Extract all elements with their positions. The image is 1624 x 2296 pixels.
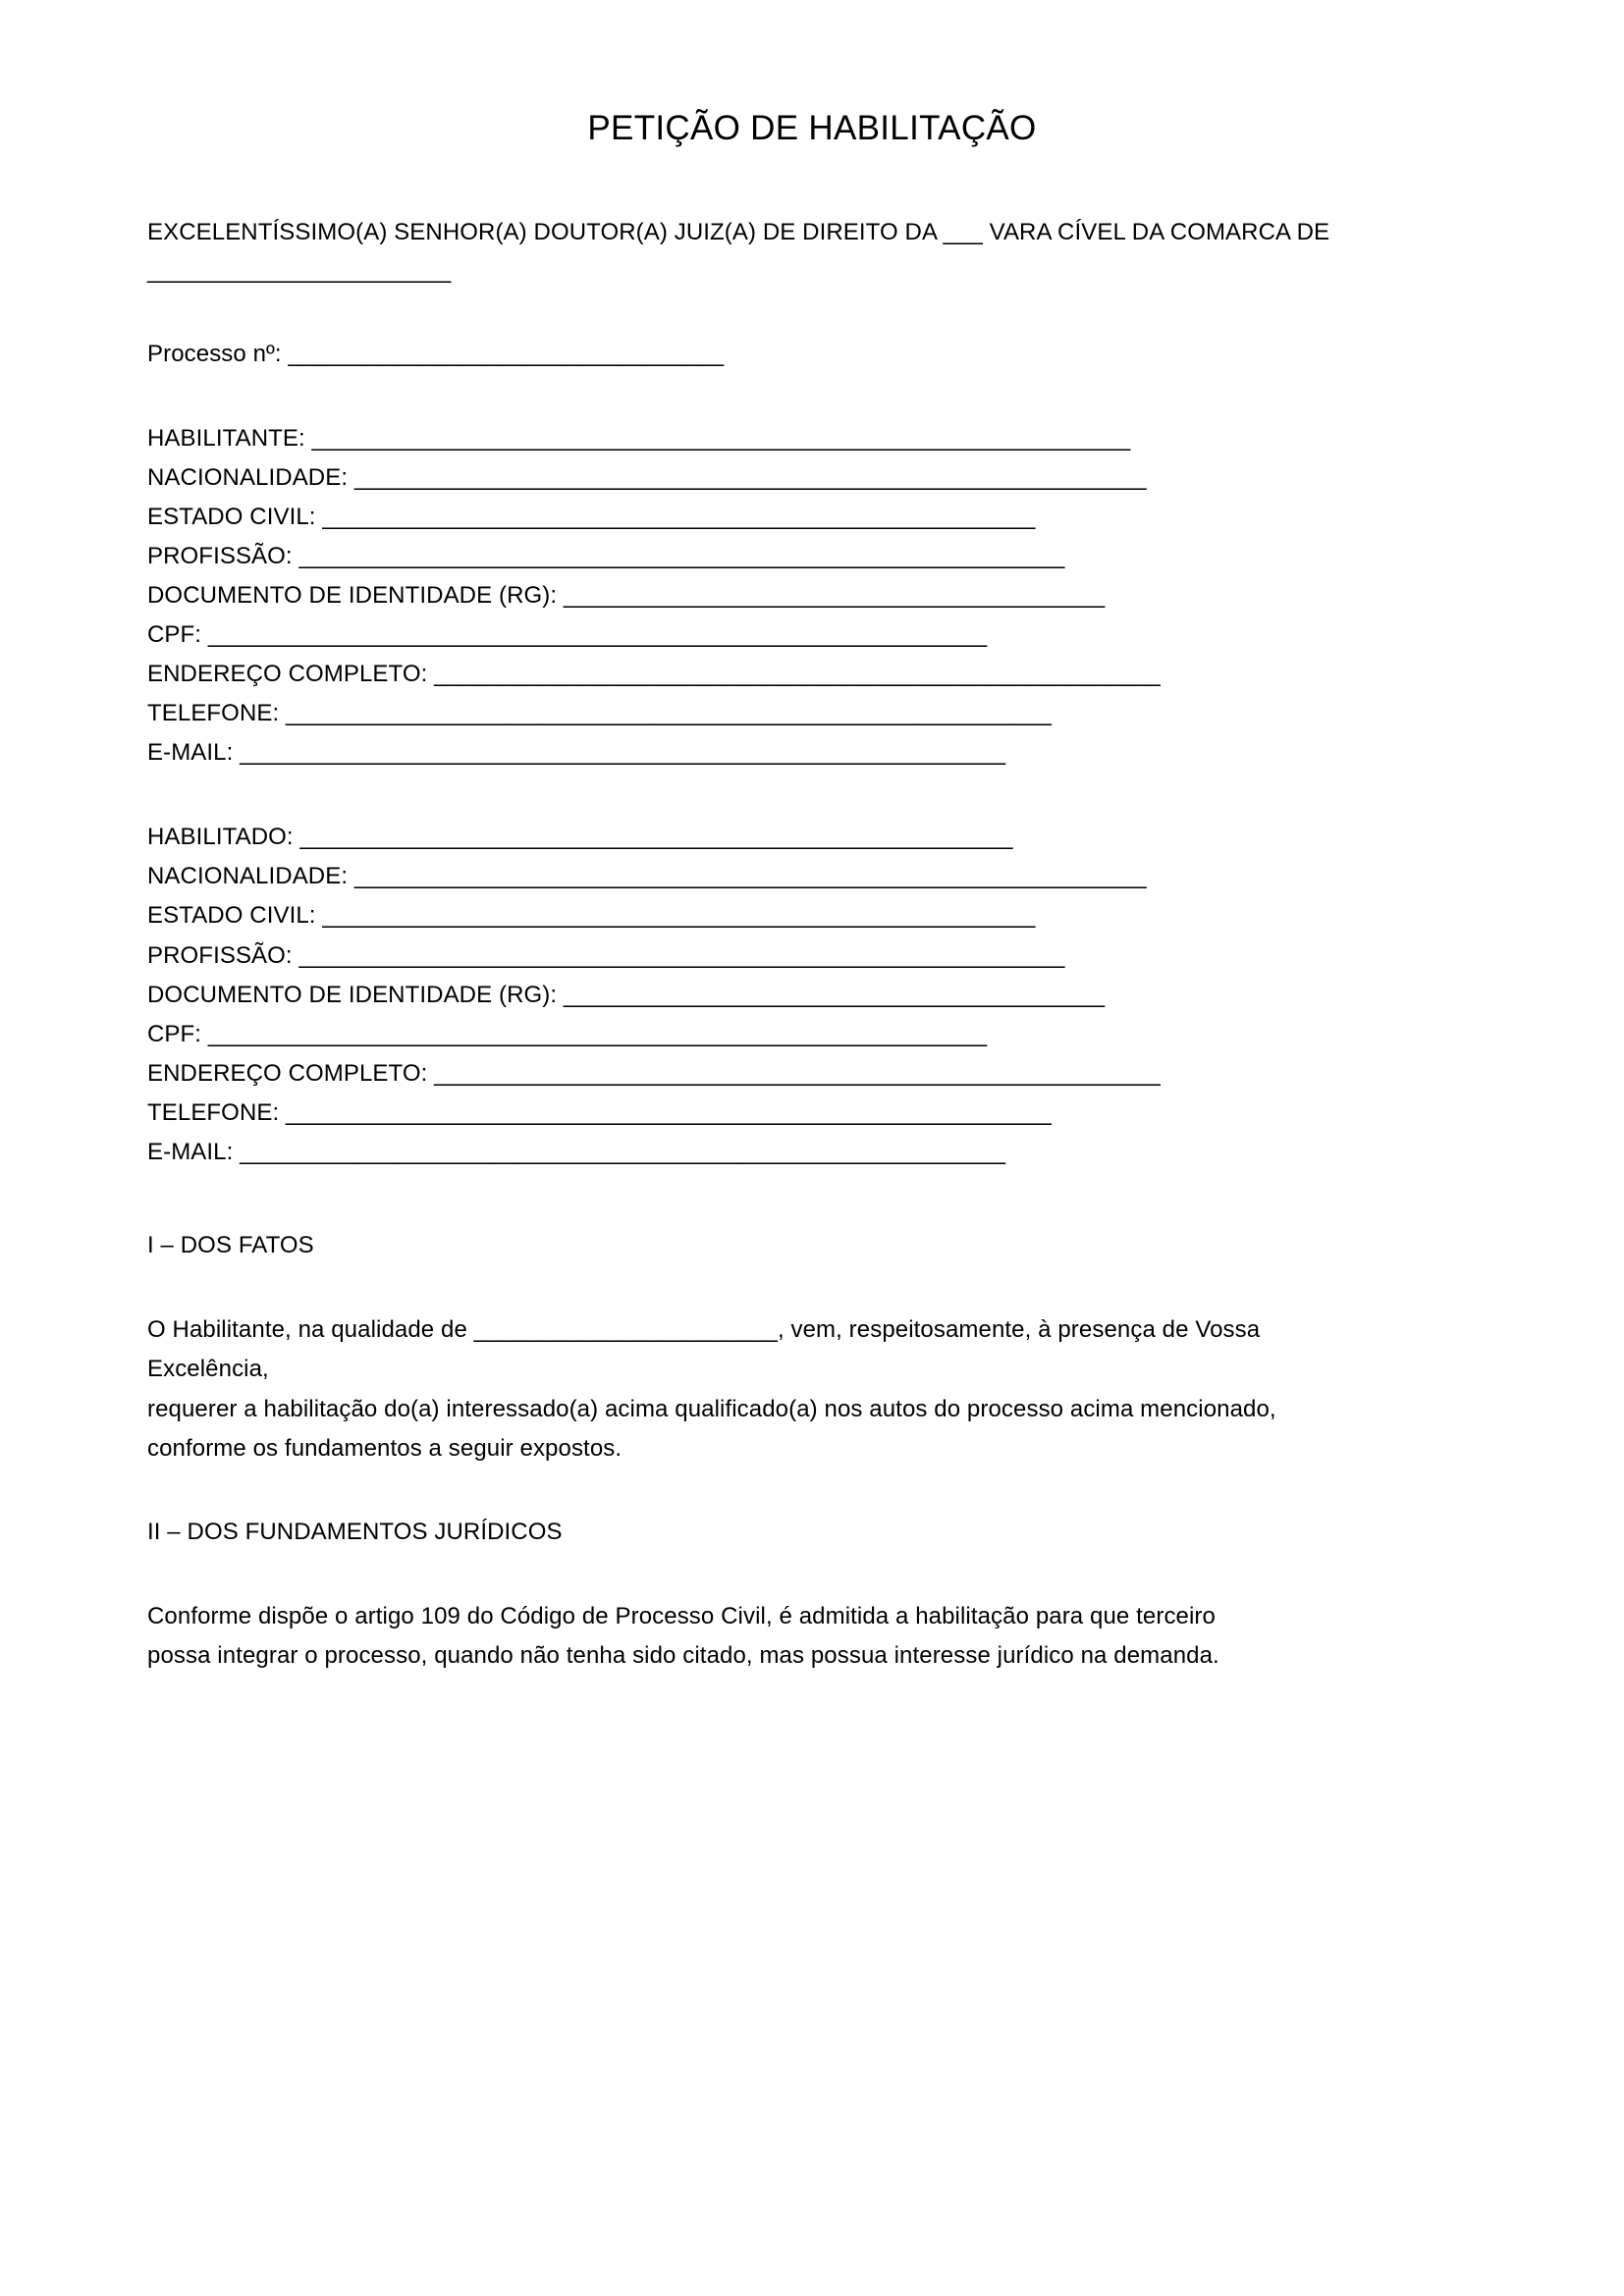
section-fundamentos-body	[147, 1597, 1477, 1677]
field-documento-identidade: DOCUMENTO DE IDENTIDADE (RG): _________________________________________	[147, 581, 1106, 609]
process-number-line: Processo nº: _________________________________	[147, 340, 725, 367]
field-estado-civil: ESTADO CIVIL: ______________________________________________________	[147, 902, 1036, 930]
spacer	[147, 1552, 1477, 1597]
field-documento-identidade: DOCUMENTO DE IDENTIDADE (RG): _________________________________________	[147, 981, 1106, 1008]
field-nacionalidade: NACIONALIDADE: ____________________________________________________________	[147, 463, 1147, 491]
section-heading-fundamentos: II – DOS FUNDAMENTOS JURÍDICOS	[147, 1519, 563, 1546]
fatos-line-1: O Habilitante, na qualidade de _______________________, vem, respeitosamente, à presença de Vossa Excelência,	[147, 1315, 1261, 1383]
field-endereco-completo: ENDEREÇO COMPLETO: _______________________________________________________	[147, 661, 1161, 688]
habilitante-field-list	[147, 419, 1477, 774]
field-estado-civil: ESTADO CIVIL: ______________________________________________________	[147, 503, 1036, 530]
page-title: PETIÇÃO DE HABILITAÇÃO	[587, 109, 1037, 147]
field-telefone: TELEFONE: __________________________________________________________	[147, 700, 1052, 727]
fatos-line-2: requerer a habilitação do(a) interessado(a) acima qualificado(a) nos autos do processo acima mencionado,	[147, 1395, 1276, 1422]
fundamentos-line-1: Conforme dispõe o artigo 109 do Código de Processo Civil, é admitida a habilitação para que terceiro	[147, 1603, 1216, 1630]
fundamentos-line-2: possa integrar o processo, quando não tenha sido citado, mas possua interesse jurídico na demanda.	[147, 1642, 1219, 1670]
addressee-blank-line: _______________________	[147, 256, 452, 284]
field-profissao: PROFISSÃO: __________________________________________________________	[147, 542, 1065, 569]
habilitado-field-list	[147, 818, 1477, 1172]
field-endereco-completo: ENDEREÇO COMPLETO: _______________________________________________________	[147, 1059, 1161, 1087]
spacer	[147, 374, 1477, 419]
section-fatos-body	[147, 1310, 1477, 1468]
section-heading-fatos: I – DOS FATOS	[147, 1232, 314, 1259]
field-habilitado: HABILITADO: ______________________________________________________	[147, 824, 1013, 851]
field-habilitante: HABILITANTE: ______________________________________________________________	[147, 424, 1131, 452]
addressee-line: EXCELENTÍSSIMO(A) SENHOR(A) DOUTOR(A) JUIZ(A) DE DIREITO DA ___ VARA CÍVEL DA COMARCA DE	[147, 219, 1330, 245]
spacer	[147, 1468, 1477, 1514]
spacer	[147, 1265, 1477, 1310]
field-cpf: CPF: ___________________________________________________________	[147, 621, 988, 649]
field-cpf: CPF: ___________________________________________________________	[147, 1020, 988, 1047]
spacer	[147, 773, 1477, 818]
field-nacionalidade: NACIONALIDADE: ____________________________________________________________	[147, 863, 1147, 890]
field-profissao: PROFISSÃO: __________________________________________________________	[147, 941, 1065, 969]
field-telefone: TELEFONE: __________________________________________________________	[147, 1098, 1052, 1126]
field-email: E-MAIL: __________________________________________________________	[147, 1138, 1006, 1165]
field-email: E-MAIL: __________________________________________________________	[147, 739, 1006, 767]
spacer	[147, 1172, 1477, 1227]
spacer	[147, 291, 1477, 336]
fatos-line-3: conforme os fundamentos a seguir expostos.	[147, 1434, 623, 1462]
